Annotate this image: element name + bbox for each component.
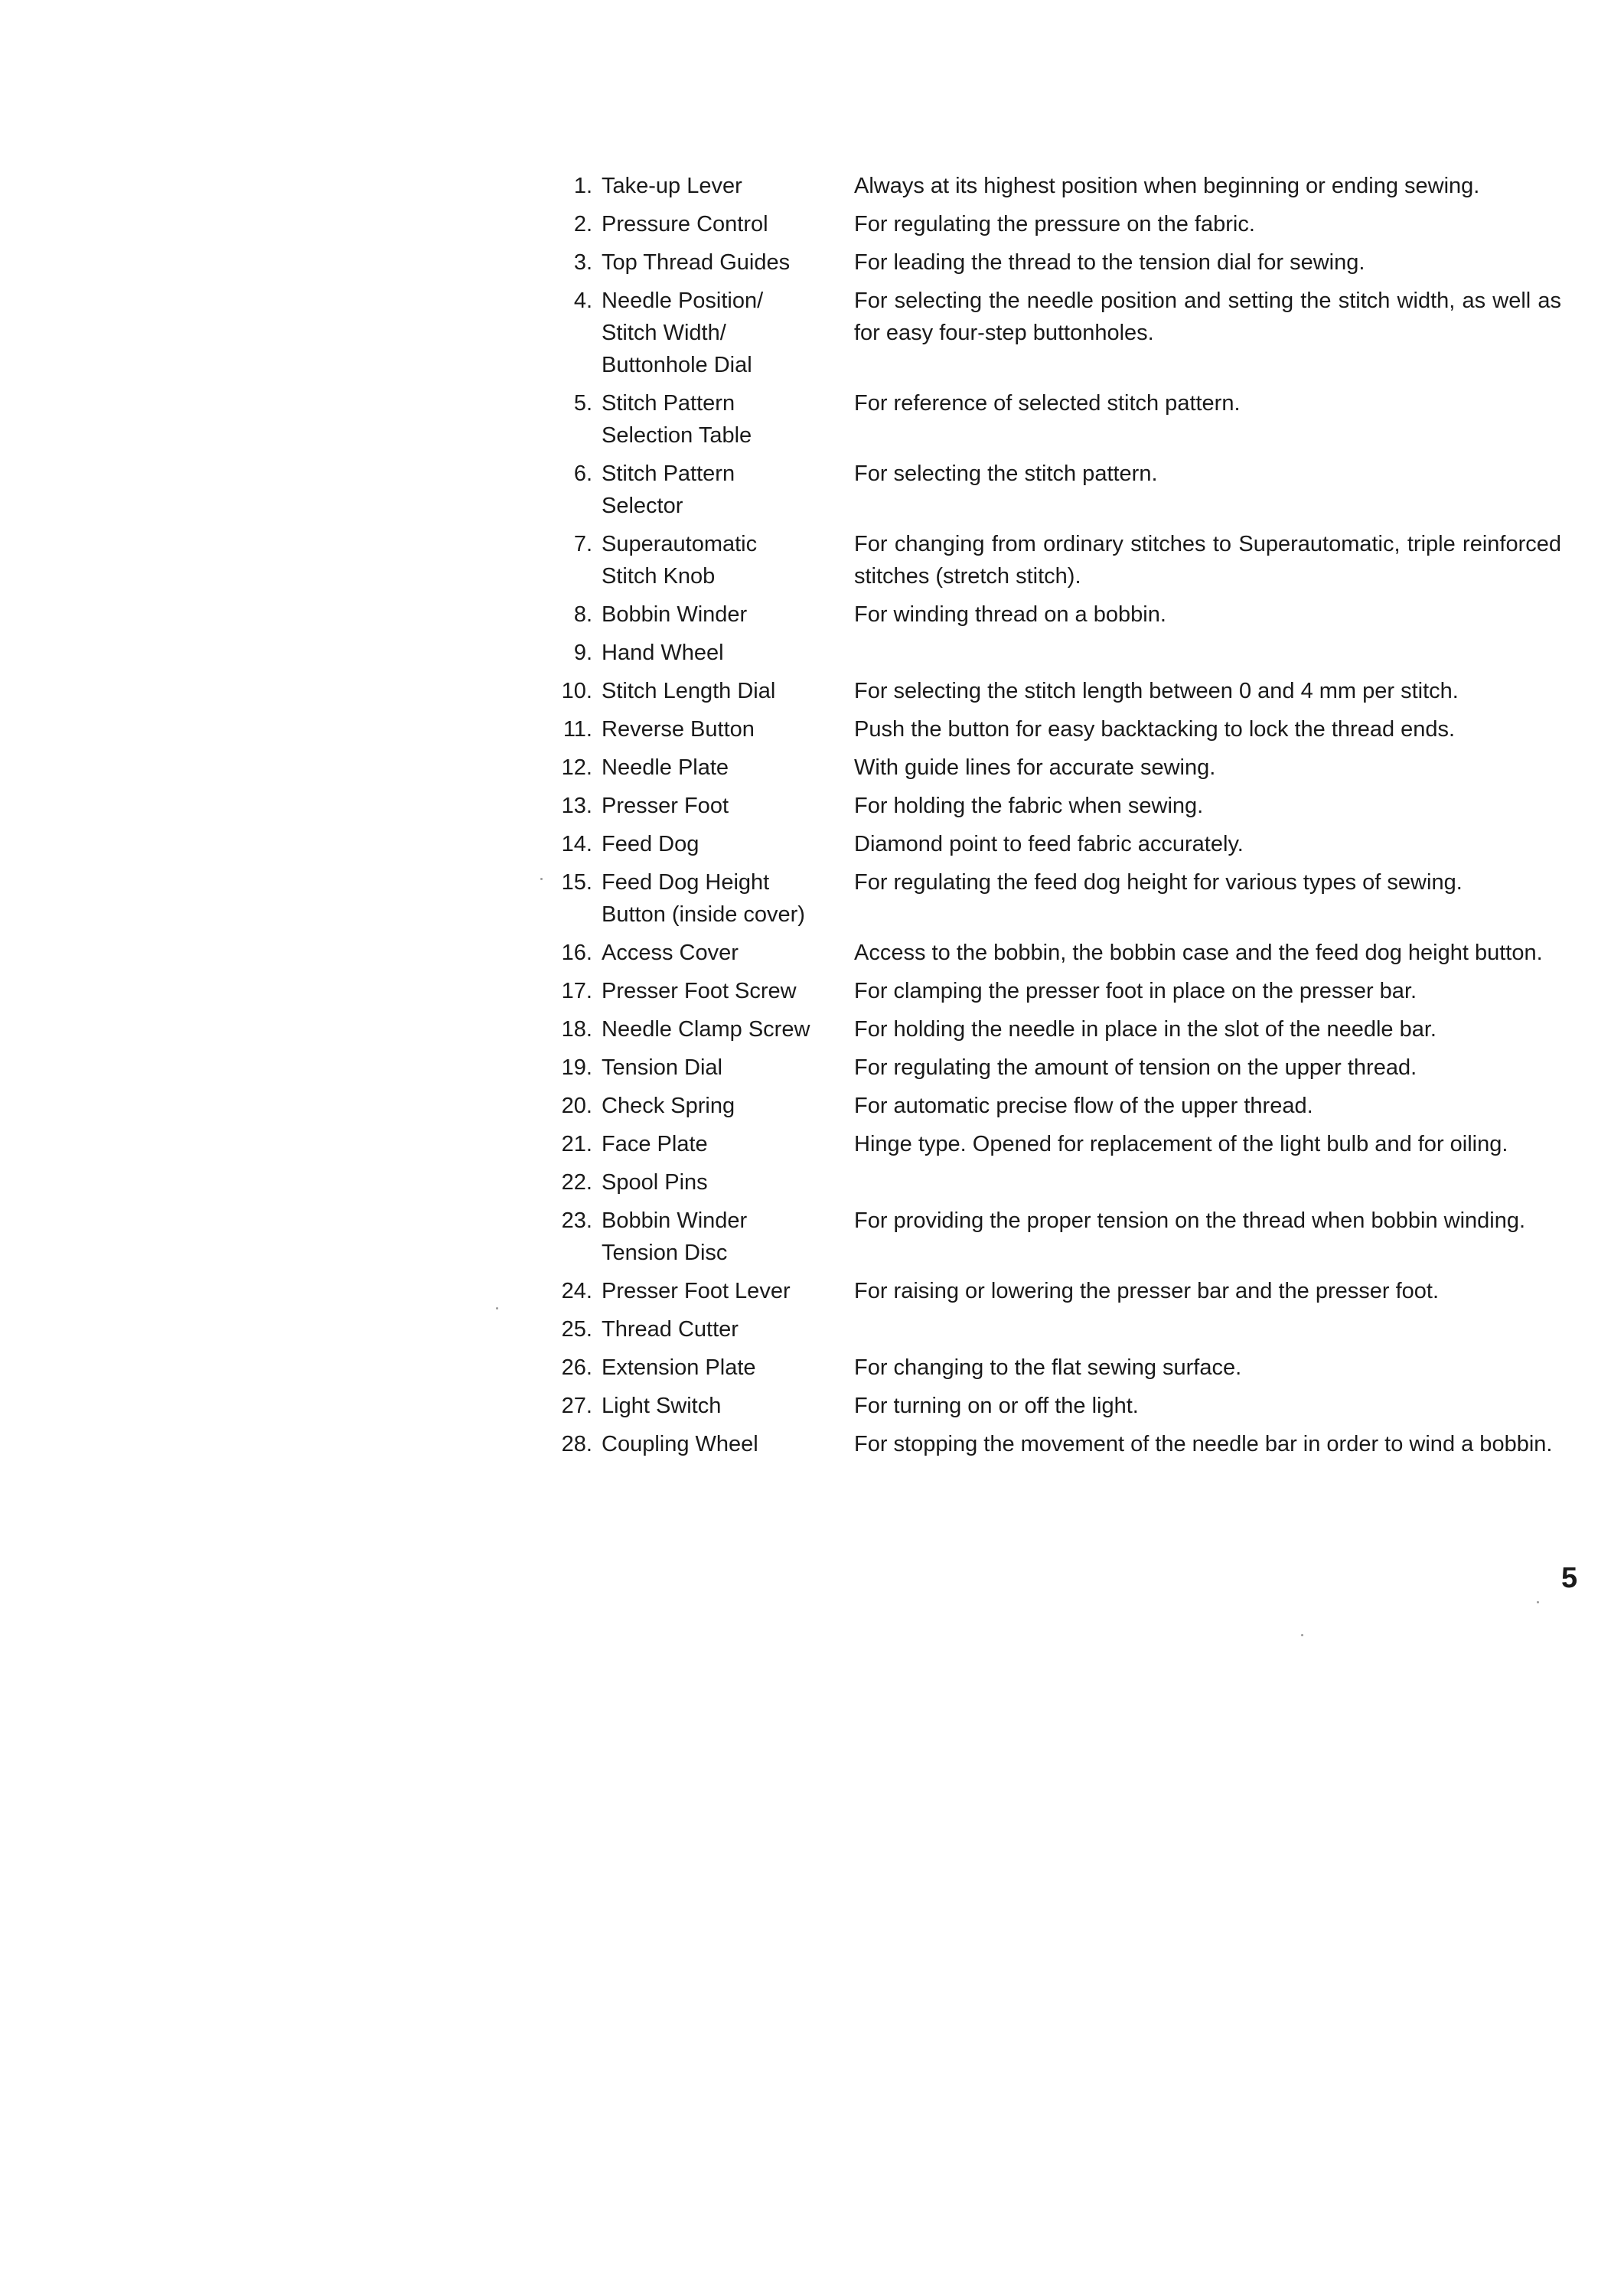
item-number: 2. xyxy=(573,212,592,236)
part-description: With guide lines for accurate sewing. xyxy=(854,755,1216,780)
item-number: 10. xyxy=(561,679,592,703)
part-description: Push the button for easy backtacking to lock the thread ends. xyxy=(854,717,1456,742)
part-name: Needle Plate xyxy=(602,755,729,780)
list-item xyxy=(536,675,1561,707)
parts-list xyxy=(536,170,1561,1466)
part-description: For selecting the stitch pattern. xyxy=(854,461,1158,486)
page-number: 5 xyxy=(1561,1562,1578,1594)
item-number: 15. xyxy=(561,870,592,895)
part-description: For selecting the needle position and setting the stitch width, as well as for easy four-step buttonholes. xyxy=(854,289,1561,345)
part-name: Tension Dial xyxy=(602,1055,722,1080)
item-number: 9. xyxy=(573,641,592,665)
part-name: Light Switch xyxy=(602,1394,722,1418)
list-item xyxy=(536,1205,1561,1269)
part-name: Access Cover xyxy=(602,941,739,965)
part-description: For holding the fabric when sewing. xyxy=(854,794,1204,818)
part-description: For reference of selected stitch pattern. xyxy=(854,391,1241,416)
list-item xyxy=(536,1352,1561,1384)
part-name: Stitch Pattern Selector xyxy=(602,461,735,518)
scan-speck xyxy=(1537,1601,1539,1603)
part-description: Diamond point to feed fabric accurately. xyxy=(854,832,1244,856)
item-number: 7. xyxy=(573,532,592,556)
part-name: Spool Pins xyxy=(602,1170,708,1195)
item-number: 11. xyxy=(563,717,592,742)
item-number: 14. xyxy=(561,832,592,856)
part-name: Face Plate xyxy=(602,1132,708,1156)
part-name: Feed Dog xyxy=(602,832,699,856)
part-description: For holding the needle in place in the slot of the needle bar. xyxy=(854,1017,1436,1042)
list-item xyxy=(536,937,1561,969)
item-number: 16. xyxy=(561,941,592,965)
list-item xyxy=(536,528,1561,592)
list-item xyxy=(536,975,1561,1007)
item-number: 17. xyxy=(561,979,592,1003)
part-description: For raising or lowering the presser bar and the presser foot. xyxy=(854,1279,1440,1303)
item-number: 1. xyxy=(573,174,592,198)
item-number: 6. xyxy=(573,461,592,486)
part-name: Coupling Wheel xyxy=(602,1432,758,1456)
list-item xyxy=(536,598,1561,631)
part-description: For providing the proper tension on the thread when bobbin winding. xyxy=(854,1208,1526,1233)
part-description: For changing from ordinary stitches to Superautomatic, triple reinforced stitches (stretch stitch). xyxy=(854,532,1561,589)
part-name: Stitch Length Dial xyxy=(602,679,776,703)
list-item xyxy=(536,387,1561,452)
part-description: For changing to the flat sewing surface. xyxy=(854,1355,1242,1380)
list-item xyxy=(536,170,1561,202)
part-description: For stopping the movement of the needle bar in order to wind a bobbin. xyxy=(854,1432,1553,1456)
scan-speck xyxy=(1301,1634,1303,1636)
part-name: Bobbin Winder xyxy=(602,602,748,627)
scan-speck xyxy=(540,878,543,880)
part-name: Check Spring xyxy=(602,1094,735,1118)
list-item xyxy=(536,1052,1561,1084)
item-number: 25. xyxy=(561,1317,592,1342)
scan-speck xyxy=(496,1307,498,1309)
part-name: Needle Clamp Screw xyxy=(602,1017,810,1042)
item-number: 26. xyxy=(561,1355,592,1380)
part-name: Superautomatic Stitch Knob xyxy=(602,532,758,589)
part-description: For automatic precise flow of the upper thread. xyxy=(854,1094,1313,1118)
part-name: Reverse Button xyxy=(602,717,755,742)
list-item xyxy=(536,246,1561,279)
list-item xyxy=(536,713,1561,745)
part-name: Needle Position/ Stitch Width/ Buttonhole Dial xyxy=(602,289,764,377)
list-item xyxy=(536,1275,1561,1307)
item-number: 21. xyxy=(561,1132,592,1156)
part-description: For winding thread on a bobbin. xyxy=(854,602,1166,627)
list-item xyxy=(536,1428,1561,1460)
part-description: For regulating the pressure on the fabric. xyxy=(854,212,1255,236)
part-description: Hinge type. Opened for replacement of the light bulb and for oiling. xyxy=(854,1132,1508,1156)
list-item xyxy=(536,1166,1561,1199)
part-description: For regulating the amount of tension on the upper thread. xyxy=(854,1055,1417,1080)
part-name: Feed Dog Height Button (inside cover) xyxy=(602,870,805,927)
part-description: For selecting the stitch length between 0 and 4 mm per stitch. xyxy=(854,679,1459,703)
part-description: For regulating the feed dog height for various types of sewing. xyxy=(854,870,1463,895)
list-item xyxy=(536,458,1561,522)
part-name: Stitch Pattern Selection Table xyxy=(602,391,752,448)
part-description: Access to the bobbin, the bobbin case and the feed dog height button. xyxy=(854,941,1543,965)
item-number: 20. xyxy=(561,1094,592,1118)
part-name: Take-up Lever xyxy=(602,174,742,198)
list-item xyxy=(536,285,1561,381)
part-name: Presser Foot Screw xyxy=(602,979,797,1003)
list-item xyxy=(536,1013,1561,1045)
item-number: 4. xyxy=(573,289,592,313)
list-item xyxy=(536,208,1561,240)
item-number: 22. xyxy=(561,1170,592,1195)
item-number: 5. xyxy=(573,391,592,416)
part-description: For turning on or off the light. xyxy=(854,1394,1139,1418)
item-number: 27. xyxy=(561,1394,592,1418)
list-item xyxy=(536,1090,1561,1122)
list-item xyxy=(536,1313,1561,1345)
list-item xyxy=(536,1390,1561,1422)
list-item xyxy=(536,790,1561,822)
part-name: Presser Foot xyxy=(602,794,729,818)
list-item xyxy=(536,828,1561,860)
part-name: Hand Wheel xyxy=(602,641,724,665)
item-number: 8. xyxy=(573,602,592,627)
item-number: 13. xyxy=(561,794,592,818)
list-item xyxy=(536,866,1561,931)
part-description: Always at its highest position when beginning or ending sewing. xyxy=(854,174,1480,198)
part-name: Extension Plate xyxy=(602,1355,756,1380)
item-number: 12. xyxy=(561,755,592,780)
part-description: For leading the thread to the tension dial for sewing. xyxy=(854,250,1365,275)
item-number: 19. xyxy=(561,1055,592,1080)
part-name: Bobbin Winder Tension Disc xyxy=(602,1208,748,1265)
part-name: Top Thread Guides xyxy=(602,250,791,275)
part-description: For clamping the presser foot in place on the presser bar. xyxy=(854,979,1417,1003)
part-name: Pressure Control xyxy=(602,212,768,236)
item-number: 28. xyxy=(561,1432,592,1456)
item-number: 18. xyxy=(561,1017,592,1042)
part-name: Thread Cutter xyxy=(602,1317,739,1342)
item-number: 24. xyxy=(561,1279,592,1303)
item-number: 3. xyxy=(573,250,592,275)
list-item xyxy=(536,637,1561,669)
item-number: 23. xyxy=(561,1208,592,1233)
list-item xyxy=(536,1128,1561,1160)
list-item xyxy=(536,752,1561,784)
part-name: Presser Foot Lever xyxy=(602,1279,791,1303)
